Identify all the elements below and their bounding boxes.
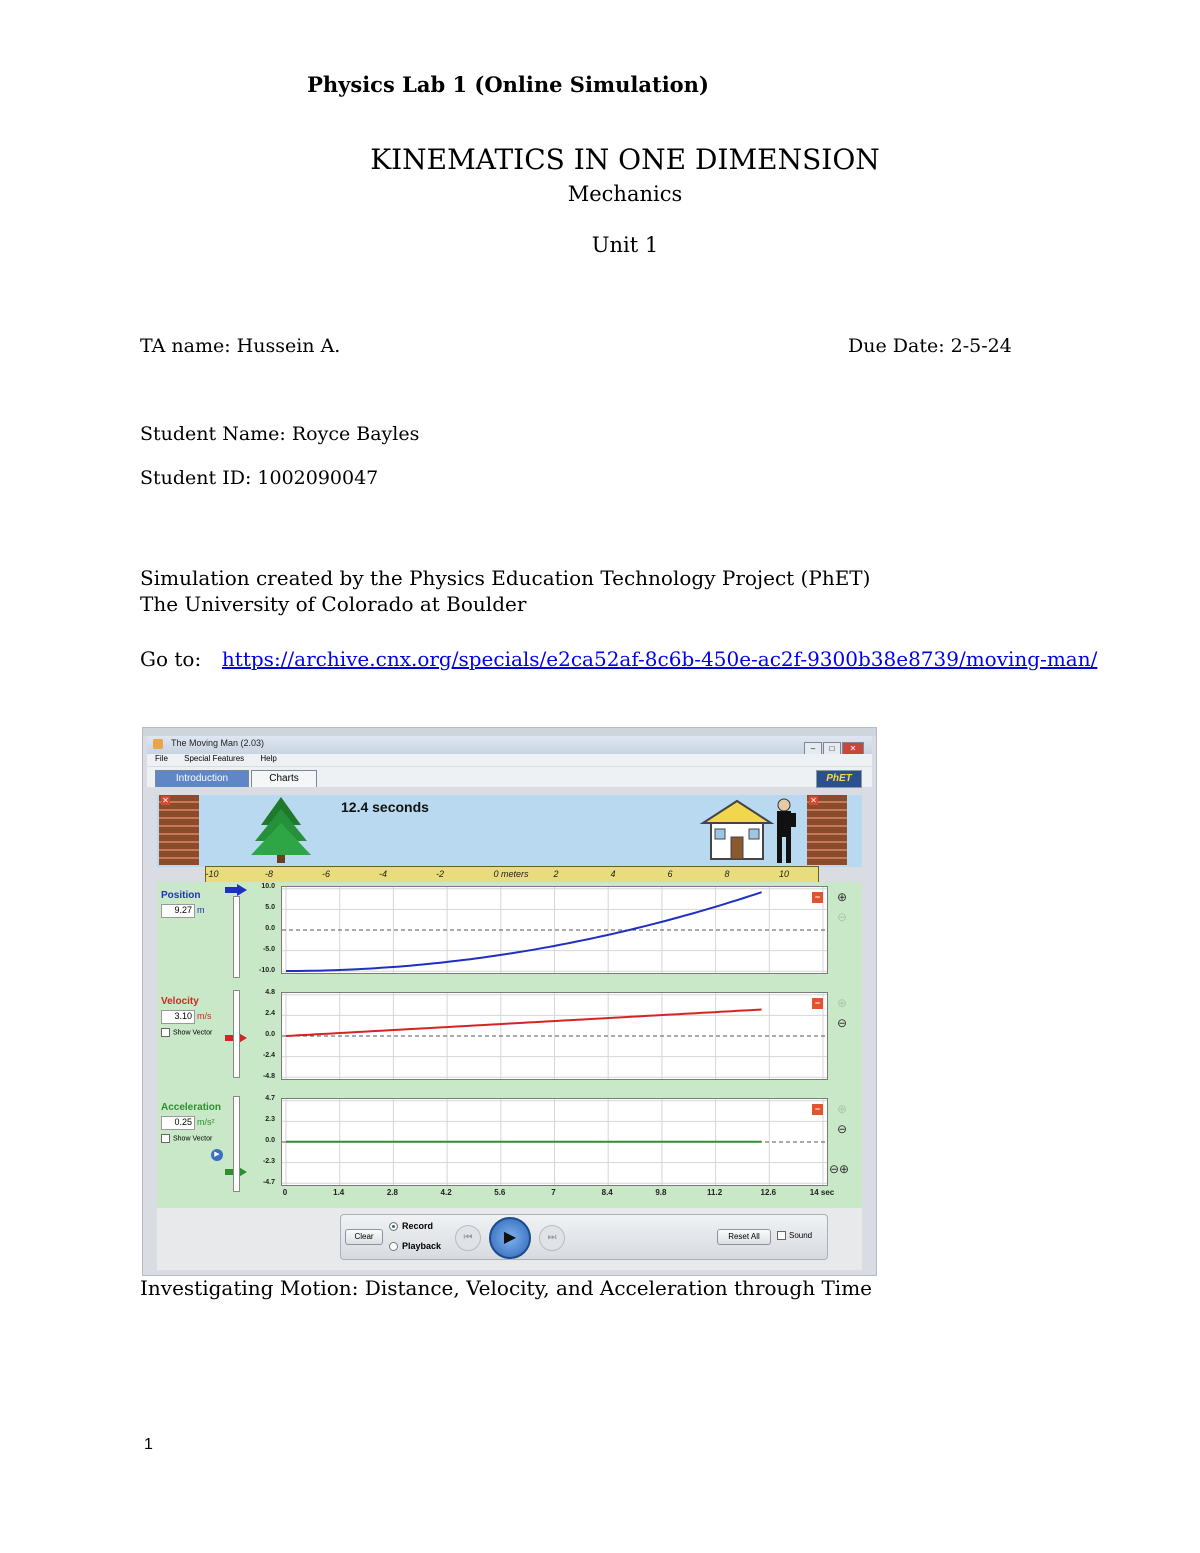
x-tick: 2.8 <box>386 1188 398 1197</box>
acceleration-label: Acceleration <box>161 1102 222 1113</box>
acceleration-graph <box>282 1099 827 1185</box>
play-icon[interactable]: ▶ <box>211 1149 223 1161</box>
ruler-tick: -8 <box>264 869 274 879</box>
tree-icon <box>247 795 317 865</box>
y-tick: 4.7 <box>265 1095 275 1102</box>
x-tick: 8.4 <box>601 1188 613 1197</box>
zoom-out-icon[interactable]: ⊖ <box>837 1122 848 1136</box>
y-tick: -2.3 <box>262 1158 275 1165</box>
lab-title: Physics Lab 1 (Online Simulation) <box>307 72 709 97</box>
playback-panel <box>340 1214 828 1260</box>
checkbox[interactable] <box>161 1134 170 1143</box>
page-number: 1 <box>144 1436 153 1453</box>
position-slider[interactable] <box>233 896 240 978</box>
goto-label: Go to: <box>140 647 202 671</box>
y-tick: 0.0 <box>265 925 275 932</box>
moving-man-icon <box>769 797 799 867</box>
student-id: Student ID: 1002090047 <box>140 467 379 489</box>
x-tick: 5.6 <box>494 1188 506 1197</box>
remove-wall-icon[interactable]: ✕ <box>810 796 817 805</box>
y-tick: -4.8 <box>262 1073 275 1080</box>
position-unit: m <box>197 905 205 915</box>
ruler-tick: -2 <box>435 869 445 879</box>
zoom-in-icon[interactable]: ⊕ <box>837 996 848 1010</box>
acceleration-control <box>161 1102 223 1161</box>
y-tick: 5.0 <box>265 904 275 911</box>
y-tick: -4.7 <box>262 1179 275 1186</box>
menu-bar <box>147 754 872 766</box>
position-label: Position <box>161 890 201 901</box>
step-icon[interactable]: ⏭ <box>539 1225 565 1251</box>
ruler-tick: 10 <box>778 869 790 879</box>
window-title: The Moving Man (2.03) <box>171 738 265 748</box>
ruler-tick: -10 <box>205 869 219 879</box>
control-bar <box>157 1208 862 1270</box>
tab-introduction[interactable]: Introduction <box>155 770 249 787</box>
y-tick: 0.0 <box>265 1031 275 1038</box>
due-date: Due Date: 2-5-24 <box>848 335 1012 357</box>
time-readout: 12.4 seconds <box>341 799 429 815</box>
phet-logo: PhET <box>816 770 862 788</box>
credits-line-1: Simulation created by the Physics Education Technology Project (PhET) <box>140 566 871 590</box>
velocity-plot[interactable] <box>281 992 828 1080</box>
x-tick: 12.6 <box>760 1188 777 1197</box>
close-icon[interactable]: ✕ <box>842 742 864 756</box>
x-tick: 1.4 <box>333 1188 345 1197</box>
right-wall <box>807 795 847 865</box>
acceleration-unit: m/s² <box>197 1117 215 1127</box>
x-tick: 11.2 <box>707 1188 723 1197</box>
ta-name: TA name: Hussein A. <box>140 335 341 357</box>
collapse-velocity-button[interactable]: − <box>812 998 823 1009</box>
chart-area <box>157 882 862 1208</box>
velocity-graph <box>282 993 827 1079</box>
velocity-unit: m/s <box>197 1011 212 1021</box>
ruler-tick: 0 meters <box>493 869 529 879</box>
play-button[interactable]: ▶ <box>489 1217 531 1259</box>
acceleration-plot[interactable] <box>281 1098 828 1186</box>
minimize-icon[interactable]: – <box>804 742 822 756</box>
x-tick: 4.2 <box>440 1188 452 1197</box>
rewind-icon[interactable]: ⏮ <box>455 1225 481 1251</box>
velocity-control <box>161 996 212 1037</box>
menu-help[interactable]: Help <box>260 754 277 763</box>
velocity-slider[interactable] <box>233 990 240 1078</box>
ruler-tick: 8 <box>724 869 730 879</box>
goto-line <box>140 647 1097 671</box>
clear-button[interactable]: Clear <box>345 1229 383 1245</box>
y-tick: -10.0 <box>259 967 275 974</box>
acceleration-slider[interactable] <box>233 1096 240 1192</box>
checkbox[interactable] <box>161 1028 170 1037</box>
position-curve <box>286 892 762 971</box>
play-area <box>157 795 862 867</box>
document-subtitle: Mechanics <box>567 182 683 206</box>
x-tick: 14 sec <box>809 1188 835 1197</box>
time-zoom-icon[interactable]: ⊖⊕ <box>829 1162 850 1176</box>
document-title: KINEMATICS IN ONE DIMENSION <box>370 143 880 176</box>
figure-caption: Investigating Motion: Distance, Velocity, and Acceleration through Time <box>140 1276 873 1300</box>
y-tick: -2.4 <box>262 1052 275 1059</box>
zoom-in-icon[interactable]: ⊕ <box>837 1102 848 1116</box>
zoom-out-icon[interactable]: ⊖ <box>837 910 848 924</box>
velocity-curve <box>286 1010 762 1037</box>
position-control <box>161 890 205 918</box>
velocity-value-field[interactable]: 3.10 <box>161 1010 195 1024</box>
unit-label: Unit 1 <box>591 233 659 257</box>
simulation-screenshot <box>142 727 877 1276</box>
student-name: Student Name: Royce Bayles <box>140 423 420 445</box>
tab-charts[interactable]: Charts <box>251 770 317 787</box>
position-plot[interactable] <box>281 886 828 974</box>
collapse-acceleration-button[interactable]: − <box>812 1104 823 1115</box>
x-tick: 0 <box>282 1188 288 1197</box>
y-tick: 4.8 <box>265 989 275 996</box>
ruler-tick: -6 <box>321 869 331 879</box>
window-titlebar <box>147 736 872 754</box>
tab-bar <box>147 767 872 787</box>
playback-radio[interactable]: Playback <box>389 1241 441 1251</box>
zoom-out-icon[interactable]: ⊖ <box>837 1016 848 1030</box>
ruler-tick: 2 <box>553 869 559 879</box>
position-arrow-icon <box>225 884 247 896</box>
y-tick: 0.0 <box>265 1137 275 1144</box>
radio-icon <box>389 1222 398 1231</box>
zoom-in-icon[interactable]: ⊕ <box>837 890 848 904</box>
x-tick: 7 <box>551 1188 556 1197</box>
simulation-link[interactable]: https://archive.cnx.org/specials/e2ca52af-8c6b-450e-ac2f-9300b38e8739/moving-man/ <box>221 647 1098 671</box>
position-graph <box>282 887 827 973</box>
velocity-show-vector[interactable]: Show Vector <box>161 1028 212 1037</box>
menu-file[interactable]: File <box>155 754 168 763</box>
y-tick: 2.4 <box>265 1010 275 1017</box>
left-wall <box>159 795 199 865</box>
checkbox[interactable] <box>777 1231 786 1240</box>
acceleration-show-vector[interactable]: Show Vector <box>161 1134 223 1143</box>
acceleration-value-field[interactable]: 0.25 <box>161 1116 195 1130</box>
ruler-tick: 4 <box>610 869 616 879</box>
remove-wall-icon[interactable]: ✕ <box>162 796 169 805</box>
credits-line-2: The University of Colorado at Boulder <box>140 592 527 616</box>
collapse-position-button[interactable]: − <box>812 892 823 903</box>
ruler-tick: 6 <box>667 869 673 879</box>
sound-checkbox[interactable]: Sound <box>777 1231 812 1240</box>
y-tick: 2.3 <box>265 1116 275 1123</box>
ruler-tick: -4 <box>378 869 388 879</box>
y-tick: 10.0 <box>261 883 275 890</box>
reset-all-button[interactable]: Reset All <box>717 1229 771 1245</box>
maximize-icon[interactable]: □ <box>823 742 841 756</box>
y-tick: -5.0 <box>262 946 275 953</box>
record-radio[interactable]: Record <box>389 1221 433 1231</box>
menu-special-features[interactable]: Special Features <box>184 754 245 763</box>
position-value-field[interactable]: 9.27 <box>161 904 195 918</box>
velocity-label: Velocity <box>161 996 199 1007</box>
taskbar-strip <box>143 728 876 736</box>
x-tick: 9.8 <box>655 1188 667 1197</box>
radio-icon <box>389 1242 398 1251</box>
app-icon <box>153 739 163 749</box>
